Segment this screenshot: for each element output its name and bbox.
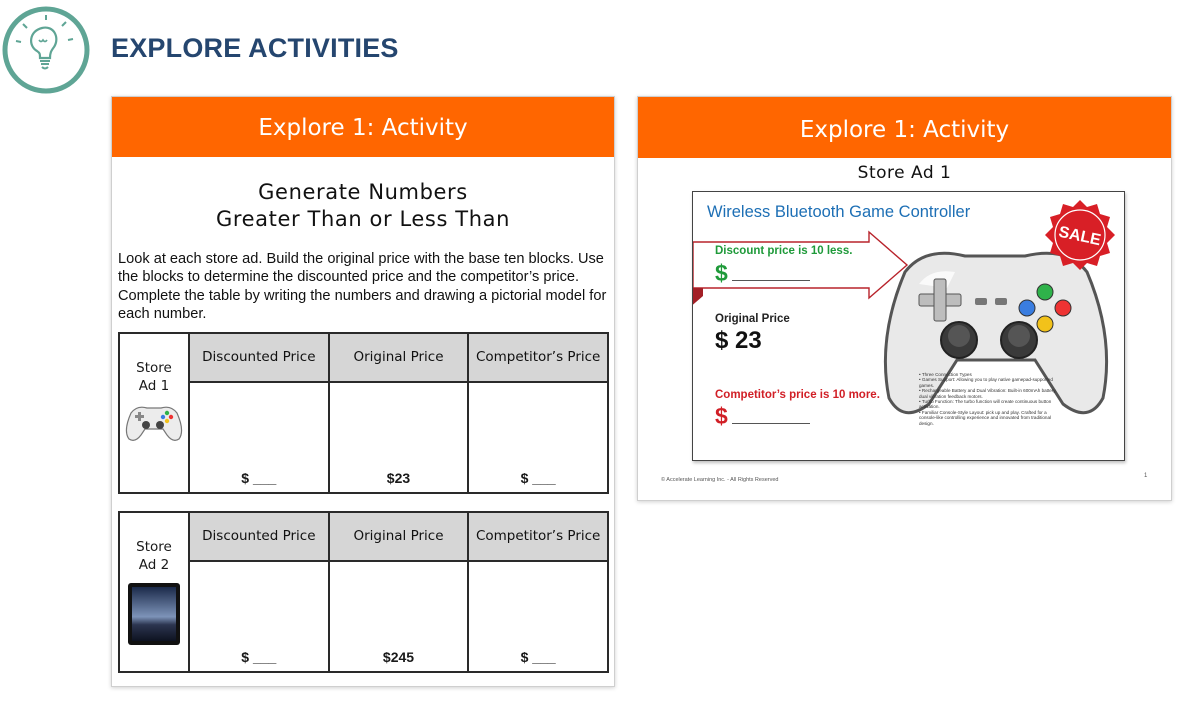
feature-item: • Rechargeable Battery and Dual Vibration: Built-in 600mAh battery, dual vibration feedback motors. bbox=[919, 388, 1059, 399]
store-ad-number: Ad 1 bbox=[138, 378, 170, 394]
tablet-icon bbox=[127, 582, 181, 646]
game-controller-icon bbox=[123, 399, 185, 443]
lightbulb-logo-icon bbox=[2, 6, 92, 96]
sale-badge-text: SALE bbox=[1057, 223, 1103, 250]
discount-price-blank bbox=[715, 260, 810, 287]
feature-list bbox=[919, 372, 1059, 426]
store-ad-title: Store Ad 1 bbox=[857, 163, 952, 183]
card-header: Explore 1: Activity bbox=[112, 97, 614, 157]
column-header-original: Original Price bbox=[329, 333, 469, 382]
discounted-price-cell[interactable]: $ ___ bbox=[189, 561, 329, 672]
activity-card-store-ad bbox=[637, 96, 1172, 501]
original-price-value: $ 23 bbox=[715, 327, 762, 354]
product-title: Wireless Bluetooth Game Controller bbox=[707, 203, 971, 221]
dollar-sign: $ bbox=[715, 403, 728, 429]
discounted-price-cell[interactable]: $ ___ bbox=[189, 382, 329, 493]
feature-item: • Games Support: Allowing you to play native gamepad-supported games. bbox=[919, 377, 1059, 388]
page-title: EXPLORE ACTIVITIES bbox=[111, 33, 399, 63]
store-label-cell bbox=[119, 333, 189, 493]
store-label-cell bbox=[119, 512, 189, 672]
feature-item: • Turbo Function: The turbo function will create continuous button activation. bbox=[919, 399, 1059, 410]
store-ad-number: Ad 2 bbox=[138, 557, 170, 573]
card-header: Explore 1: Activity bbox=[638, 97, 1171, 158]
price-table-store-ad-1 bbox=[118, 332, 609, 494]
sale-badge bbox=[1043, 198, 1117, 272]
store-label: Store bbox=[136, 539, 172, 555]
column-header-discounted: Discounted Price bbox=[189, 333, 329, 382]
column-header-discounted: Discounted Price bbox=[189, 512, 329, 561]
activity-card-worksheet bbox=[111, 96, 615, 687]
competitor-label: Competitor’s price is 10 more. bbox=[715, 389, 880, 401]
competitor-price-cell[interactable]: $ ___ bbox=[468, 382, 608, 493]
competitor-price-cell[interactable]: $ ___ bbox=[468, 561, 608, 672]
page-number: 1 bbox=[1144, 473, 1148, 479]
column-header-original: Original Price bbox=[329, 512, 469, 561]
original-price-cell: $23 bbox=[329, 382, 469, 493]
store-label: Store bbox=[136, 360, 172, 376]
worksheet-instructions: Look at each store ad. Build the original price with the base ten blocks. Use the blocks to determine the discounted price and the competitor’s price. Complete the table by writing the numbers and drawing a pictorial model for each number. bbox=[118, 251, 607, 323]
original-price-cell: $245 bbox=[329, 561, 469, 672]
column-header-competitor: Competitor’s Price bbox=[468, 333, 608, 382]
worksheet-title bbox=[112, 179, 614, 233]
feature-item: • Three Connection Types bbox=[919, 372, 1059, 377]
worksheet-title-line2: Greater Than or Less Than bbox=[216, 207, 510, 231]
feature-item: • Familiar Console-Style Layout: pick up and play. Crafted for a console-like controlling experience and innovated from traditional design. bbox=[919, 410, 1059, 426]
blank-line bbox=[732, 280, 810, 281]
copyright-text: © Accelerate Learning Inc. - All Rights Reserved bbox=[661, 477, 779, 483]
store-ad-image bbox=[692, 191, 1125, 461]
column-header-competitor: Competitor’s Price bbox=[468, 512, 608, 561]
dollar-sign: $ bbox=[715, 260, 728, 286]
worksheet-title-line1: Generate Numbers bbox=[258, 180, 468, 204]
price-table-store-ad-2 bbox=[118, 511, 609, 673]
discount-label: Discount price is 10 less. bbox=[715, 245, 853, 257]
original-price-label: Original Price bbox=[715, 313, 790, 325]
blank-line bbox=[732, 423, 810, 424]
competitor-price-blank bbox=[715, 403, 810, 430]
